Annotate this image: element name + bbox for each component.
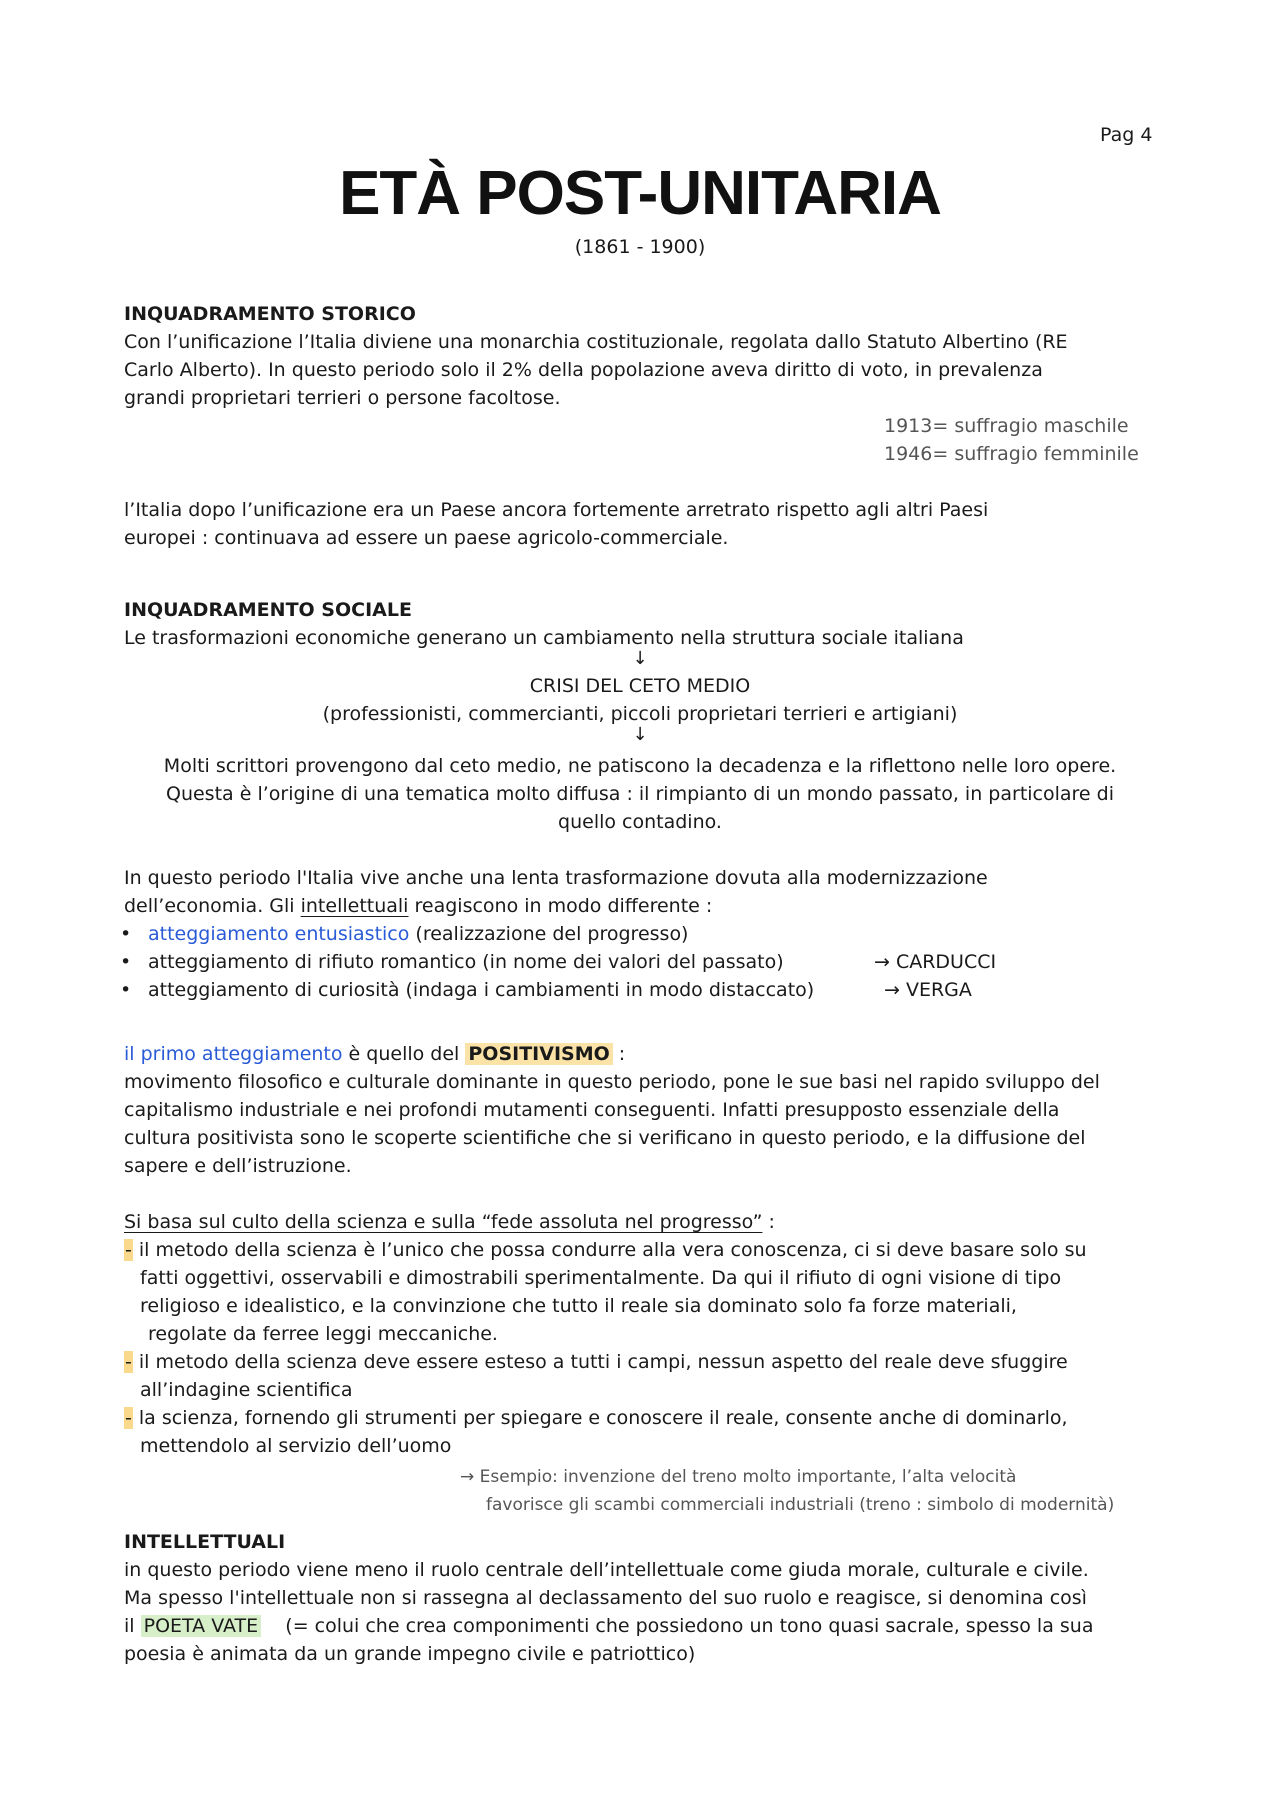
text-part: il metodo della scienza deve essere esteso a tutti i campi, nessun aspetto del reale deve sfuggire xyxy=(132,1351,1068,1373)
page-number: Pag 4 xyxy=(1100,124,1153,146)
text-part: : xyxy=(612,1043,626,1065)
text-part: (= colui che crea componimenti che possiedono un tono quasi sacrale, spesso la sua xyxy=(261,1615,1094,1637)
bullet-text: (realizzazione del progresso) xyxy=(409,923,689,945)
text-part: reagiscono in modo differente : xyxy=(408,895,713,917)
positivismo-highlight: POSITIVISMO xyxy=(465,1043,612,1065)
crisi-label: CRISI DEL CETO MEDIO xyxy=(529,675,751,697)
positivismo-line: movimento filosofico e culturale dominante in questo periodo, pone le sue basi nel rapido sviluppo del xyxy=(124,1071,1100,1093)
point-line xyxy=(124,1404,1068,1432)
storico-line: Carlo Alberto). In questo periodo solo il 2% della popolazione aveva diritto di voto, in prevalenza xyxy=(124,359,1043,381)
page-title: ETÀ POST-UNITARIA xyxy=(339,159,941,228)
point-line: mettendolo al servizio dell’uomo xyxy=(140,1435,452,1457)
down-arrow-icon: ↓ xyxy=(632,724,648,745)
dash-marker: - xyxy=(125,1407,132,1429)
sociale-heading: INQUADRAMENTO SOCIALE xyxy=(124,599,412,621)
center-line: Molti scrittori provengono dal ceto medio, ne patiscono la decadenza e la riflettono nelle loro opere. xyxy=(163,755,1117,777)
center-line: quello contadino. xyxy=(558,811,722,833)
point-line: all’indagine scientifica xyxy=(140,1379,353,1401)
text-part: il metodo della scienza è l’unico che possa condurre alla vera conoscenza, ci si deve basare solo su xyxy=(132,1239,1087,1261)
point-line xyxy=(124,1348,1068,1376)
point-line: religioso e idealistico, e la convinzione che tutto il reale sia dominato solo fa forze materiali, xyxy=(140,1295,1017,1317)
intellettuali-line: in questo periodo viene meno il ruolo centrale dell’intellettuale come giuda morale, culturale e civile. xyxy=(124,1559,1089,1581)
storico-line: grandi proprietari terrieri o persone facoltose. xyxy=(124,387,561,409)
suffrage-note: 1946= suffragio femminile xyxy=(884,443,1139,465)
bullet-text: atteggiamento di rifiuto romantico (in nome dei valori del passato) xyxy=(148,951,784,973)
dash-marker: - xyxy=(125,1351,132,1373)
positivismo-line: sapere e dell’istruzione. xyxy=(124,1155,352,1177)
suffrage-note: 1913= suffragio maschile xyxy=(884,415,1129,437)
bullet-blue-text: atteggiamento entusiastico xyxy=(148,923,410,945)
down-arrow-icon: ↓ xyxy=(632,648,648,669)
point-line: regolate da ferree leggi meccaniche. xyxy=(148,1323,498,1345)
positivismo-line: cultura positivista sono le scoperte scientifiche che si verificano in questo periodo, e la diffusione del xyxy=(124,1127,1086,1149)
basa-line xyxy=(124,1208,775,1236)
text-part: il xyxy=(124,1615,141,1637)
sociale-line: In questo periodo l'Italia vive anche una lenta trasformazione dovuta alla modernizzazione xyxy=(124,867,988,889)
poeta-vate-highlight: POETA VATE xyxy=(141,1615,262,1637)
sociale-line: Le trasformazioni economiche generano un cambiamento nella struttura sociale italiana xyxy=(124,627,964,649)
bullet-item xyxy=(120,948,784,976)
example-note: → Esempio: invenzione del treno molto importante, l’alta velocità xyxy=(460,1467,1017,1487)
author-arrow: → CARDUCCI xyxy=(874,951,997,973)
point-line: fatti oggettivi, osservabili e dimostrabili sperimentalmente. Da qui il rifiuto di ogni visione di tipo xyxy=(140,1267,1062,1289)
underlined-text: Si basa sul culto della scienza e sulla “fede assoluta nel progresso” xyxy=(124,1211,763,1233)
bullet-icon: • xyxy=(120,923,132,945)
example-note: favorisce gli scambi commerciali industriali (treno : simbolo di modernità) xyxy=(486,1495,1115,1515)
positivismo-line: capitalismo industriale e nei profondi mutamenti conseguenti. Infatti presupposto essenziale della xyxy=(124,1099,1060,1121)
storico-line: europei : continuava ad essere un paese agricolo-commerciale. xyxy=(124,527,729,549)
bullet-icon: • xyxy=(120,951,132,973)
intro-blue: il primo atteggiamento xyxy=(124,1043,343,1065)
period-years: (1861 - 1900) xyxy=(574,236,706,258)
intellettuali-heading: INTELLETTUALI xyxy=(124,1531,286,1553)
point-line xyxy=(124,1236,1087,1264)
intellettuali-line: poesia è animata da un grande impegno civile e patriottico) xyxy=(124,1643,696,1665)
center-line: Questa è l’origine di una tematica molto diffusa : il rimpianto di un mondo passato, in particolare di xyxy=(166,783,1114,805)
positivismo-intro xyxy=(124,1040,625,1068)
bullet-text: atteggiamento di curiosità (indaga i cambiamenti in modo distaccato) xyxy=(148,979,815,1001)
text-part: la scienza, fornendo gli strumenti per spiegare e conoscere il reale, consente anche di dominarlo, xyxy=(132,1407,1068,1429)
crisi-detail: (professionisti, commercianti, piccoli proprietari terrieri e artigiani) xyxy=(322,703,958,725)
sociale-line xyxy=(124,892,712,920)
intellettuali-line: Ma spesso l'intellettuale non si rassegna al declassamento del suo ruolo e reagisce, si denomina così xyxy=(124,1587,1087,1609)
intellettuali-line xyxy=(124,1612,1093,1640)
underlined-text: intellettuali xyxy=(300,895,409,917)
author-arrow: → VERGA xyxy=(884,979,972,1001)
bullet-item xyxy=(120,920,688,948)
storico-heading: INQUADRAMENTO STORICO xyxy=(124,303,416,325)
bullet-item xyxy=(120,976,814,1004)
bullet-icon: • xyxy=(120,979,132,1001)
storico-line: Con l’unificazione l’Italia diviene una monarchia costituzionale, regolata dallo Statuto Albertino (RE xyxy=(124,331,1068,353)
text-part: dell’economia. Gli xyxy=(124,895,301,917)
storico-line: l’Italia dopo l’unificazione era un Paese ancora fortemente arretrato rispetto agli altri Paesi xyxy=(124,499,989,521)
dash-marker: - xyxy=(125,1239,132,1261)
text-part: è quello del xyxy=(342,1043,466,1065)
text-part: : xyxy=(762,1211,775,1233)
